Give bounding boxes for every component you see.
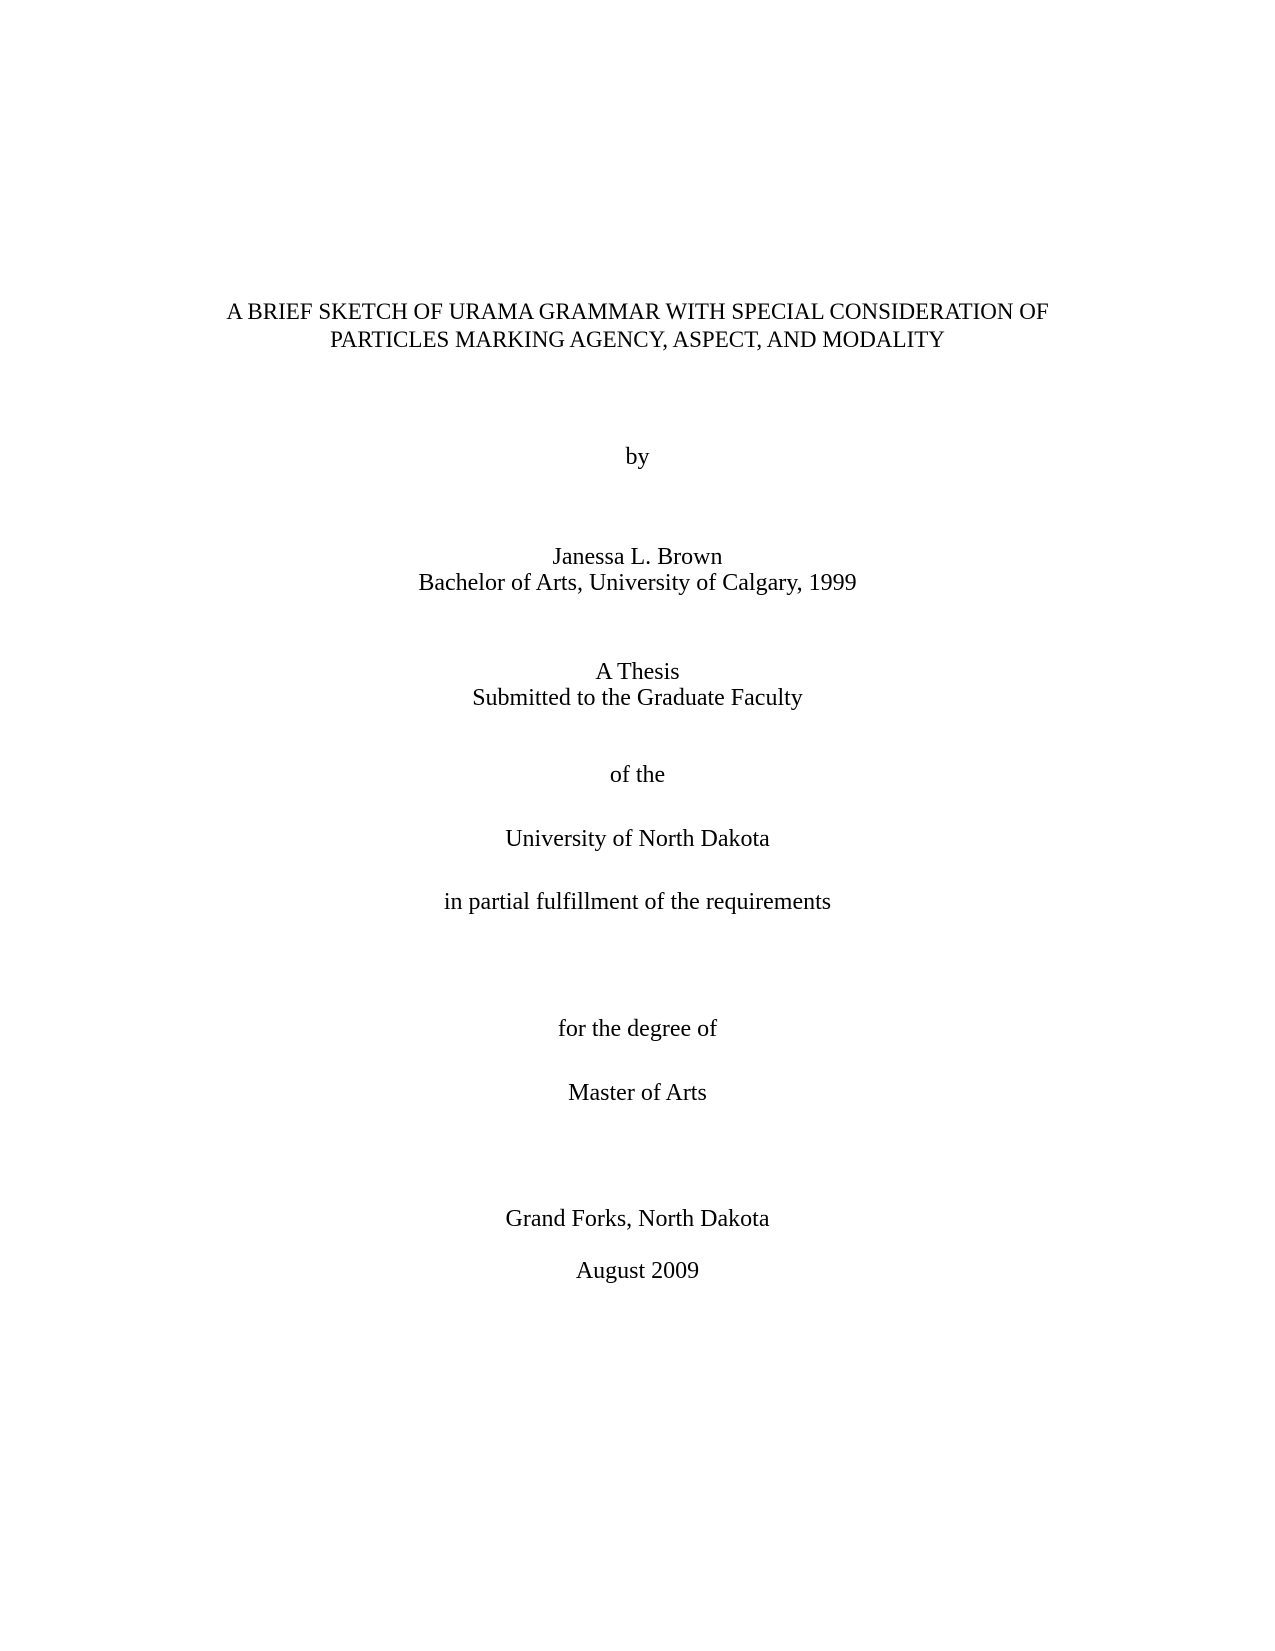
thesis-title-line-1: A BRIEF SKETCH OF URAMA GRAMMAR WITH SPECIAL CONSIDERATION OF — [226, 299, 1049, 324]
location: Grand Forks, North Dakota — [505, 1206, 770, 1232]
author-name: Janessa L. Brown — [552, 544, 723, 570]
university-name: University of North Dakota — [505, 826, 770, 852]
of-the-label: of the — [609, 762, 666, 788]
author-prior-degree: Bachelor of Arts, University of Calgary, 1999 — [418, 570, 857, 596]
submission-date: August 2009 — [575, 1258, 700, 1284]
by-label: by — [625, 444, 650, 470]
degree-intro: for the degree of — [557, 1016, 718, 1042]
fulfillment-statement: in partial fulfillment of the requirements — [443, 889, 832, 915]
thesis-title-line-2: PARTICLES MARKING AGENCY, ASPECT, AND MODALITY — [330, 327, 945, 352]
submitted-to: Submitted to the Graduate Faculty — [472, 685, 803, 711]
degree-name: Master of Arts — [568, 1080, 707, 1106]
document-type: A Thesis — [595, 659, 680, 685]
